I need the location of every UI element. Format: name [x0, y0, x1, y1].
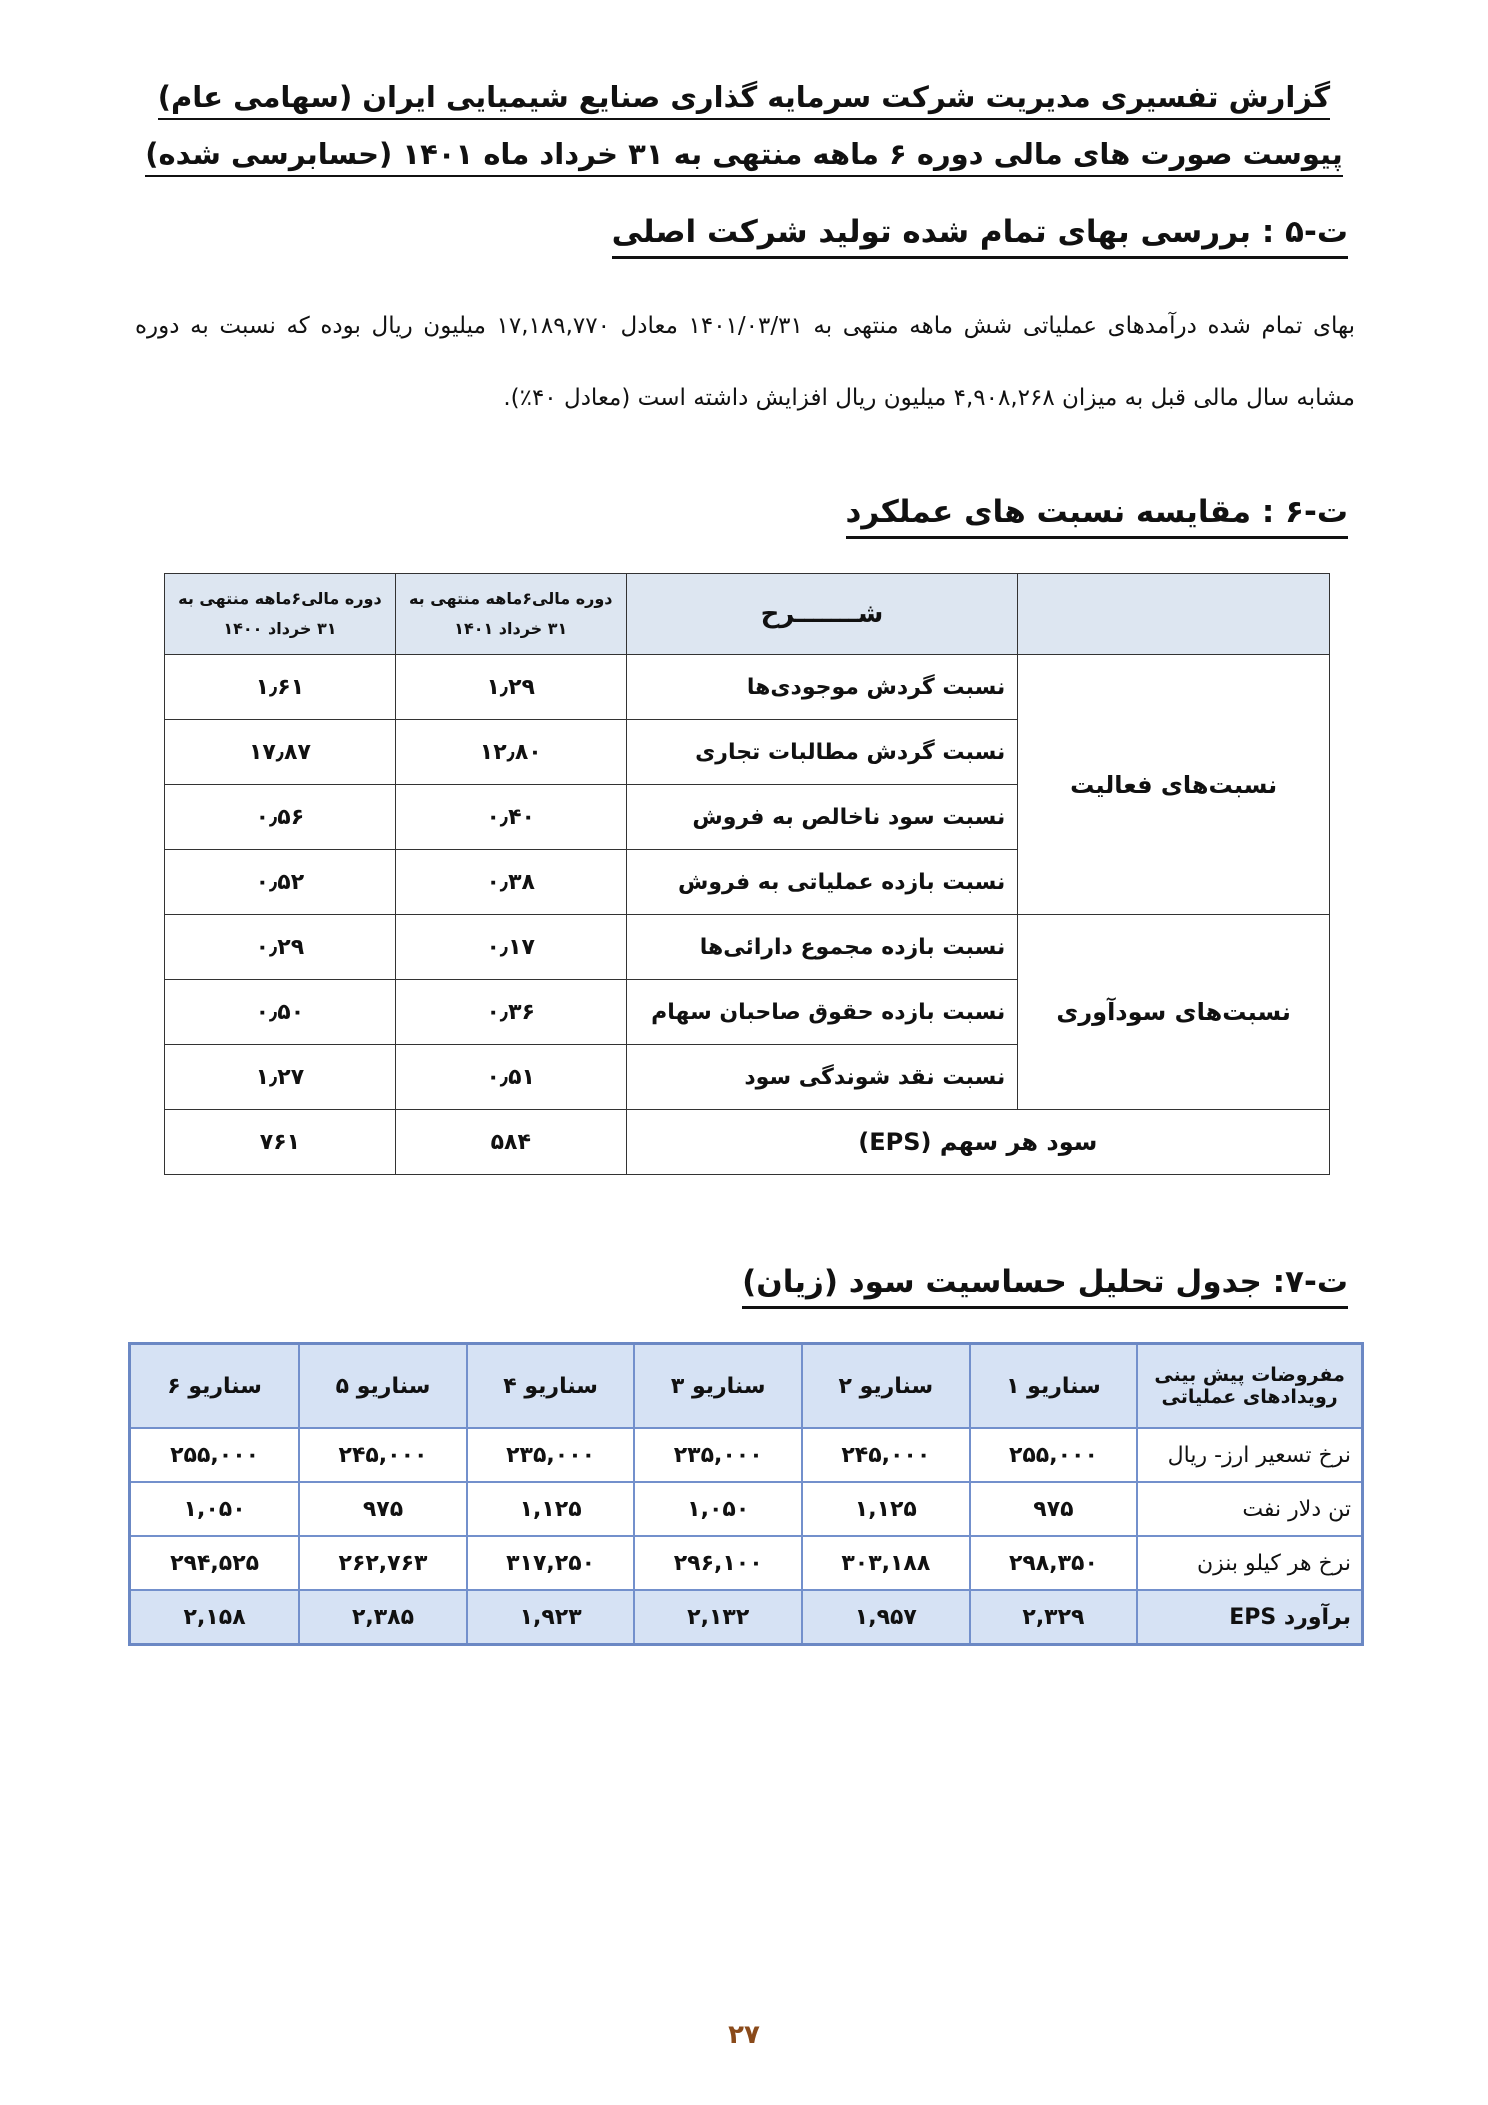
ratio-1401: ۰٫۵۱: [395, 1045, 626, 1110]
scenario-value: ۲۹۶,۱۰۰: [634, 1536, 802, 1590]
scenario-header: سناریو ۴: [467, 1344, 635, 1429]
assumption-label: نرخ هر کیلو بنزن: [1137, 1536, 1362, 1590]
ratio-label: نسبت بازده حقوق صاحبان سهام: [626, 980, 1018, 1045]
section-7-title: ت-۷: جدول تحلیل حساسیت سود (زیان): [742, 1264, 1348, 1300]
ratio-1400: ۰٫۵۲: [165, 850, 396, 915]
table-row: [130, 1536, 1363, 1590]
scenario-header: سناریو ۳: [634, 1344, 802, 1429]
section-6-title: ت-۶ : مقایسه نسبت های عملکرد: [846, 494, 1348, 530]
scenario-header: سناریو ۱: [970, 1344, 1138, 1429]
eps-estimate-value: ۲,۳۸۵: [299, 1590, 467, 1645]
scenario-value: ۱,۰۵۰: [634, 1482, 802, 1536]
scenario-header: سناریو ۵: [299, 1344, 467, 1429]
scenario-value: ۲۵۵,۰۰۰: [970, 1428, 1138, 1482]
scenario-header: سناریو ۲: [802, 1344, 970, 1429]
page-number: ۲۷: [728, 2020, 760, 2050]
ratio-1400: ۱٫۲۷: [165, 1045, 396, 1110]
scenario-value: ۲۹۸,۳۵۰: [970, 1536, 1138, 1590]
scenario-value: ۹۷۵: [970, 1482, 1138, 1536]
ratios-desc-header: شـــــــرح: [626, 574, 1018, 655]
group-profitability: نسبت‌های سودآوری: [1018, 915, 1330, 1110]
eps-estimate-value: ۲,۳۲۹: [970, 1590, 1138, 1645]
ratios-1400-header: دوره مالی۶ماهه منتهی به ۳۱ خرداد ۱۴۰۰: [165, 574, 396, 655]
assumption-label: نرخ تسعیر ارز- ریال: [1137, 1428, 1362, 1482]
scenario-value: ۱,۱۲۵: [802, 1482, 970, 1536]
scenario-value: ۲۳۵,۰۰۰: [467, 1428, 635, 1482]
eps-1400: ۷۶۱: [165, 1110, 396, 1175]
report-title: گزارش تفسیری مدیریت شرکت سرمایه گذاری صنایع شیمیایی ایران (سهامی عام): [0, 80, 1488, 114]
scenario-value: ۳۰۳,۱۸۸: [802, 1536, 970, 1590]
assumptions-header: مفروضات پیش بینی رویدادهای عملیاتی: [1137, 1344, 1362, 1429]
ratio-1400: ۱۷٫۸۷: [165, 720, 396, 785]
ratio-1401: ۰٫۳۶: [395, 980, 626, 1045]
section-5-paragraph: بهای تمام شده درآمدهای عملیاتی شش ماهه منتهی به ۱۴۰۱/۰۳/۳۱ معادل ۱۷,۱۸۹,۷۷۰ میلیون ریال بوده که نسبت به دوره مشابه سال مالی قبل به میزان ۴,۹۰۸,۲۶۸ میلیون ریال افزایش داشته است (معادل ۴۰٪).: [135, 313, 1356, 411]
eps-estimate-value: ۲,۱۵۸: [130, 1590, 300, 1645]
ratio-1401: ۱٫۲۹: [395, 655, 626, 720]
scenario-value: ۲۳۵,۰۰۰: [634, 1428, 802, 1482]
ratio-1401: ۱۲٫۸۰: [395, 720, 626, 785]
assumption-label: تن دلار نفت: [1137, 1482, 1362, 1536]
scenario-value: ۹۷۵: [299, 1482, 467, 1536]
ratio-label: نسبت بازده مجموع دارائی‌ها: [626, 915, 1018, 980]
scenario-value: ۲۹۴,۵۲۵: [130, 1536, 300, 1590]
scenario-header: سناریو ۶: [130, 1344, 300, 1429]
section-5-title: ت-۵ : بررسی بهای تمام شده تولید شرکت اصلی: [612, 214, 1348, 250]
scenario-value: ۳۱۷,۲۵۰: [467, 1536, 635, 1590]
ratio-1401: ۰٫۱۷: [395, 915, 626, 980]
eps-1401: ۵۸۴: [395, 1110, 626, 1175]
eps-estimate-label: برآورد EPS: [1137, 1590, 1362, 1645]
scenario-value: ۱,۰۵۰: [130, 1482, 300, 1536]
sensitivity-table: [128, 1342, 1364, 1646]
ratio-1400: ۱٫۶۱: [165, 655, 396, 720]
ratio-1400: ۰٫۲۹: [165, 915, 396, 980]
scenario-value: ۲۴۵,۰۰۰: [299, 1428, 467, 1482]
scenario-value: ۱,۱۲۵: [467, 1482, 635, 1536]
eps-estimate-value: ۱,۹۲۳: [467, 1590, 635, 1645]
table-row: [130, 1428, 1363, 1482]
ratios-1401-header: دوره مالی۶ماهه منتهی به ۳۱ خرداد ۱۴۰۱: [395, 574, 626, 655]
table-row: [165, 915, 1330, 980]
group-activity: نسبت‌های فعالیت: [1018, 655, 1330, 915]
eps-estimate-value: ۲,۱۳۲: [634, 1590, 802, 1645]
scenario-value: ۲۴۵,۰۰۰: [802, 1428, 970, 1482]
ratio-1401: ۰٫۳۸: [395, 850, 626, 915]
ratio-1401: ۰٫۴۰: [395, 785, 626, 850]
ratio-label: نسبت بازده عملیاتی به فروش: [626, 850, 1018, 915]
report-subtitle: پیوست صورت های مالی دوره ۶ ماهه منتهی به ۳۱ خرداد ماه ۱۴۰۱ (حسابرسی شده): [0, 137, 1488, 171]
ratio-1400: ۰٫۵۰: [165, 980, 396, 1045]
eps-label: سود هر سهم (EPS): [626, 1110, 1329, 1175]
scenario-value: ۲۶۲,۷۶۳: [299, 1536, 467, 1590]
ratio-label: نسبت نقد شوندگی سود: [626, 1045, 1018, 1110]
table-row: [130, 1590, 1363, 1645]
ratios-table: [164, 573, 1330, 1175]
ratio-label: نسبت سود ناخالص به فروش: [626, 785, 1018, 850]
table-row: [130, 1482, 1363, 1536]
table-row: [165, 1110, 1330, 1175]
ratio-label: نسبت گردش موجودی‌ها: [626, 655, 1018, 720]
ratios-group-header: [1018, 574, 1330, 655]
scenario-value: ۲۵۵,۰۰۰: [130, 1428, 300, 1482]
table-row: [165, 655, 1330, 720]
eps-estimate-value: ۱,۹۵۷: [802, 1590, 970, 1645]
ratio-1400: ۰٫۵۶: [165, 785, 396, 850]
ratio-label: نسبت گردش مطالبات تجاری: [626, 720, 1018, 785]
